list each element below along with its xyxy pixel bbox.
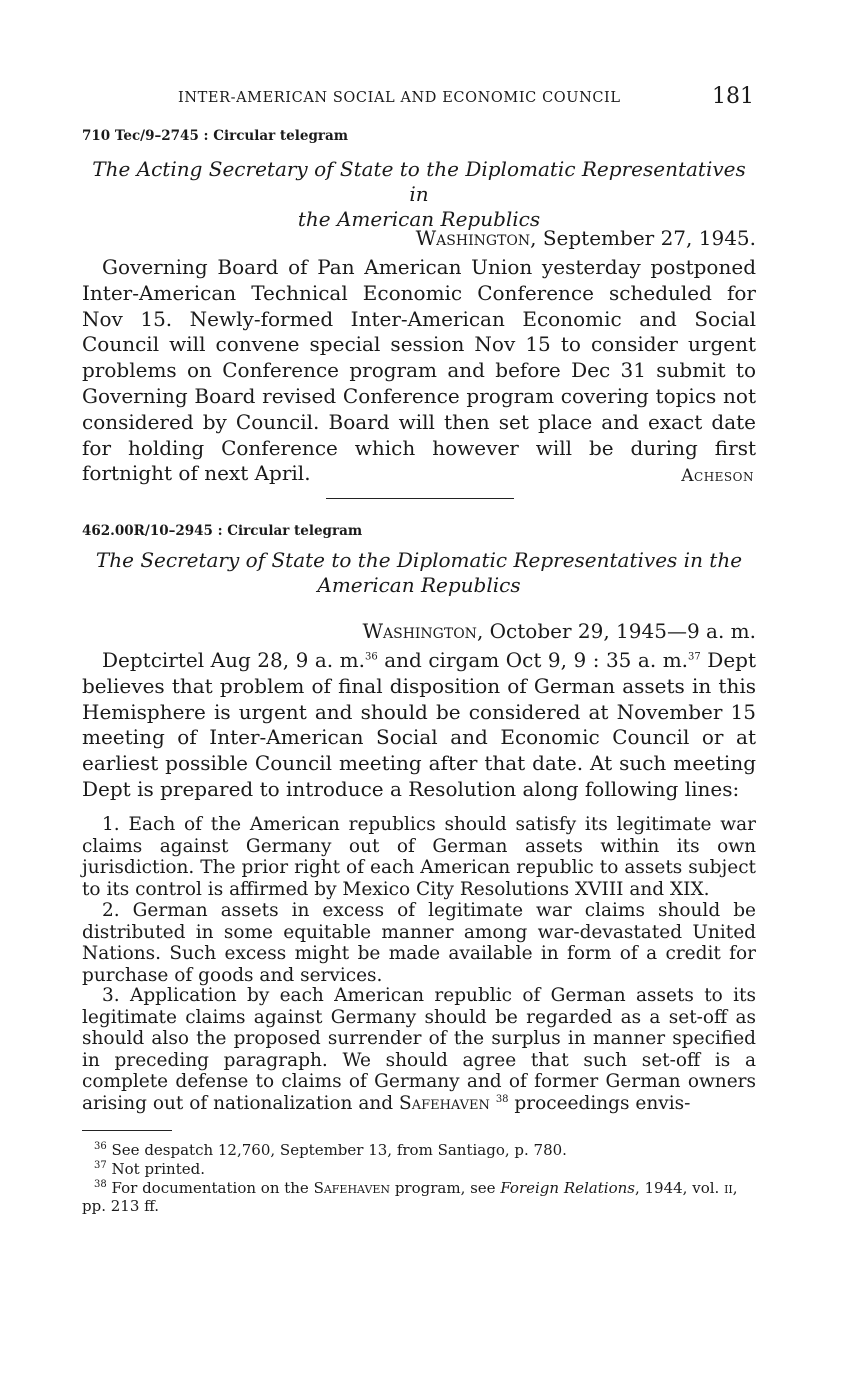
body-text: Dept believes that problem of final disposition of German assets in this Hemisphere is urgent and should be considered at November 15 meeting of Inter-American Social and Economic Council or at earliest possible Council meeting after that date. At such meeting Dept is prepared to introduce a Resolution along following lines: <box>82 648 757 801</box>
footnote <box>82 1180 756 1215</box>
dateline <box>416 226 756 250</box>
document-title <box>82 157 756 232</box>
title-line: The Acting Secretary of State to the Diplomatic Representatives in <box>92 157 746 206</box>
item-text: Safehaven <box>399 1092 490 1114</box>
footnote-number: 36 <box>94 1141 107 1152</box>
resolution-item: 2. German assets in excess of legitimate war claims should be distributed in some equitable manner among war-devastated United Nations. Such excess might be made available in form of a credit for purchase of goods and services. <box>82 900 756 986</box>
telegram-body <box>82 648 756 803</box>
item-text: proceedings envis- <box>508 1092 691 1114</box>
body-text: and cirgam Oct 9, 9 : 35 a. m. <box>377 648 689 672</box>
dateline-date: , September 27, 1945. <box>530 226 756 250</box>
dateline-city: Washington <box>415 226 531 250</box>
footnote-number: 38 <box>94 1179 107 1190</box>
footnote-text: Safehaven <box>313 1179 391 1197</box>
file-reference: 462.00R/10–2945 : Circular telegram <box>82 523 363 539</box>
footnote-text: , 1944, vol. <box>634 1179 725 1197</box>
footnote-ref: 37 <box>688 651 701 663</box>
page-number: 181 <box>712 84 754 109</box>
signature: Acheson <box>681 466 754 486</box>
title-line: American Republics <box>317 573 521 597</box>
footnote <box>82 1142 756 1160</box>
footnote-text: , pp. 213 ff. <box>82 1179 738 1215</box>
document-title <box>82 548 756 598</box>
title-line: the American Republics <box>297 207 541 231</box>
section-divider <box>326 498 514 499</box>
resolution-item <box>82 985 756 1115</box>
footnote-divider <box>82 1130 172 1131</box>
telegram-body: Governing Board of Pan American Union yesterday postponed Inter-American Technical Economic Conference scheduled for Nov 15. Newly-formed Inter-American Economic and Social Council will convene special session Nov 15 to consider urgent problems on Conference program and before Dec 31 submit to Governing Board revised Conference program covering topics not considered by Council. Board will then set place and exact date for holding Conference which however will be during first fortnight of next April. <box>82 255 756 486</box>
footnote-ref: 38 <box>495 1093 509 1105</box>
running-header <box>82 86 756 112</box>
footnote-number: 37 <box>94 1160 107 1171</box>
footnote-ref: 36 <box>364 651 378 663</box>
footnote <box>82 1161 756 1179</box>
footnote-text: ii <box>724 1179 733 1197</box>
footnote-text: Not printed. <box>111 1160 205 1178</box>
footnote-text: program, see <box>390 1179 501 1197</box>
running-title: INTER-AMERICAN SOCIAL AND ECONOMIC COUNCIL <box>178 90 621 106</box>
body-text: Deptcirtel Aug 28, 9 a. m. <box>102 648 365 672</box>
dateline-date: , October 29, 1945—9 a. m. <box>476 619 756 643</box>
title-line: The Secretary of State to the Diplomatic Representatives in the <box>95 548 743 572</box>
file-reference: 710 Tec/9–2745 : Circular telegram <box>82 128 349 144</box>
dateline <box>362 619 756 643</box>
footnote-text: See despatch 12,760, September 13, from Santiago, p. 780. <box>111 1141 567 1159</box>
footnote-text: Foreign Relations <box>500 1179 635 1197</box>
item-text: 3. Application by each American republic of German assets to its legitimate claims against Germany should be regarded as a set-off as should also the proposed surrender of the surplus in manner specified in preceding paragraph. We should agree that such set-off is a complete defense to claims of Germany and of former German owners arising out of nationalization and <box>82 985 756 1114</box>
dateline-city: Washington <box>362 619 477 643</box>
footnote-text: For documentation on the <box>111 1179 314 1197</box>
resolution-item: 1. Each of the American republics should satisfy its legitimate war claims against Germany out of German assets within its own jurisdiction. The prior right of each American republic to assets subject to its control is affirmed by Mexico City Resolutions XVIII and XIX. <box>82 814 756 900</box>
